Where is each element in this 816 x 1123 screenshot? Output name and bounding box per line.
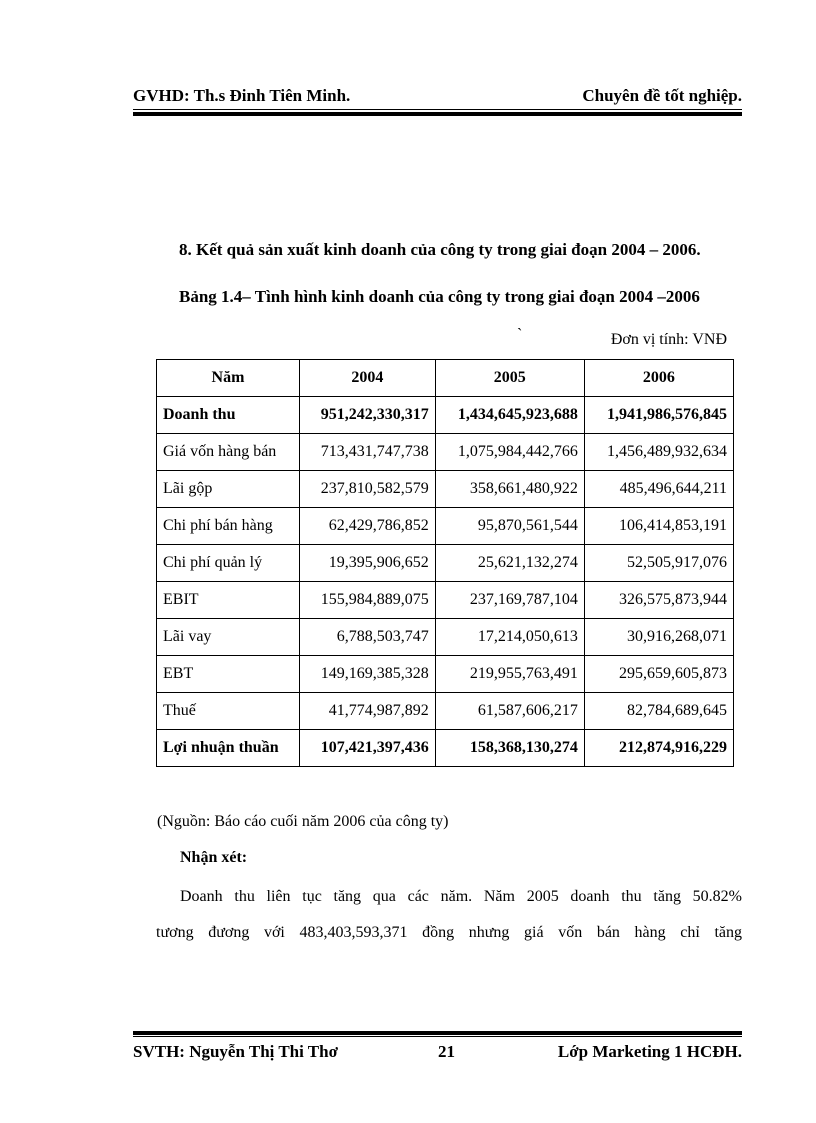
cell-2004: 713,431,747,738 bbox=[300, 434, 436, 471]
section-title: 8. Kết quả sản xuất kinh doanh của công ty trong giai đoạn 2004 – 2006. bbox=[179, 240, 701, 259]
cell-2006: 295,659,605,873 bbox=[584, 656, 733, 693]
row-label: Chi phí quản lý bbox=[157, 545, 300, 582]
cell-2005: 17,214,050,613 bbox=[435, 619, 584, 656]
row-label: Thuế bbox=[157, 693, 300, 730]
cell-2005: 237,169,787,104 bbox=[435, 582, 584, 619]
footer-rule-thin bbox=[133, 1036, 742, 1037]
footer-class: Lớp Marketing 1 HCĐH. bbox=[557, 1042, 742, 1061]
cell-2005: 61,587,606,217 bbox=[435, 693, 584, 730]
stray-mark: ` bbox=[517, 326, 523, 343]
table-row bbox=[157, 730, 734, 767]
cell-2004: 62,429,786,852 bbox=[300, 508, 436, 545]
cell-2005: 358,661,480,922 bbox=[435, 471, 584, 508]
table-row bbox=[157, 545, 734, 582]
cell-2006: 485,496,644,211 bbox=[584, 471, 733, 508]
cell-2005: 95,870,561,544 bbox=[435, 508, 584, 545]
table-row bbox=[157, 434, 734, 471]
table-row bbox=[157, 397, 734, 434]
cell-2005: 158,368,130,274 bbox=[435, 730, 584, 767]
cell-2006: 82,784,689,645 bbox=[584, 693, 733, 730]
cell-2006: 1,456,489,932,634 bbox=[584, 434, 733, 471]
table-row bbox=[157, 471, 734, 508]
table-row bbox=[157, 508, 734, 545]
row-label: Doanh thu bbox=[157, 397, 300, 434]
header-year: Năm bbox=[157, 360, 300, 397]
cell-2006: 30,916,268,071 bbox=[584, 619, 733, 656]
table-header-row bbox=[157, 360, 734, 397]
row-label: Chi phí bán hàng bbox=[157, 508, 300, 545]
body-paragraph bbox=[156, 879, 742, 951]
page-number: 21 bbox=[438, 1042, 455, 1061]
table-row bbox=[157, 656, 734, 693]
table-row bbox=[157, 582, 734, 619]
cell-2004: 951,242,330,317 bbox=[300, 397, 436, 434]
footer-student: SVTH: Nguyễn Thị Thi Thơ bbox=[133, 1042, 339, 1061]
cell-2004: 107,421,397,436 bbox=[300, 730, 436, 767]
row-label: EBIT bbox=[157, 582, 300, 619]
header-rule-thin bbox=[133, 109, 742, 110]
source-note: (Nguồn: Báo cáo cuối năm 2006 của công ty) bbox=[157, 813, 449, 830]
footer-rule-thick bbox=[133, 1031, 742, 1035]
paragraph-line-1: Doanh thu liên tục tăng qua các năm. Năm 2005 doanh thu tăng 50.82% bbox=[180, 888, 742, 905]
cell-2006: 1,941,986,576,845 bbox=[584, 397, 733, 434]
table-title: Bảng 1.4– Tình hình kinh doanh của công ty trong giai đoạn 2004 –2006 bbox=[179, 287, 700, 306]
table-row bbox=[157, 693, 734, 730]
header-2004: 2004 bbox=[300, 360, 436, 397]
business-results-table bbox=[156, 359, 734, 767]
cell-2004: 19,395,906,652 bbox=[300, 545, 436, 582]
row-label: Lợi nhuận thuần bbox=[157, 730, 300, 767]
header-advisor: GVHD: Th.s Đinh Tiên Minh. bbox=[133, 86, 351, 105]
table-row bbox=[157, 619, 734, 656]
header-2006: 2006 bbox=[584, 360, 733, 397]
unit-label: Đơn vị tính: VNĐ bbox=[610, 331, 727, 348]
row-label: Lãi vay bbox=[157, 619, 300, 656]
header-2005: 2005 bbox=[435, 360, 584, 397]
page-header bbox=[133, 84, 742, 108]
cell-2004: 149,169,385,328 bbox=[300, 656, 436, 693]
row-label: Lãi gộp bbox=[157, 471, 300, 508]
paragraph-line-2: tương đương với 483,403,593,371 đồng nhưng giá vốn bán hàng chỉ tăng bbox=[156, 924, 742, 941]
row-label: EBT bbox=[157, 656, 300, 693]
header-doc-type: Chuyên đề tốt nghiệp. bbox=[582, 86, 742, 105]
cell-2005: 219,955,763,491 bbox=[435, 656, 584, 693]
cell-2006: 326,575,873,944 bbox=[584, 582, 733, 619]
remark-title: Nhận xét: bbox=[180, 849, 248, 866]
cell-2005: 1,434,645,923,688 bbox=[435, 397, 584, 434]
cell-2004: 6,788,503,747 bbox=[300, 619, 436, 656]
cell-2004: 155,984,889,075 bbox=[300, 582, 436, 619]
row-label: Giá vốn hàng bán bbox=[157, 434, 300, 471]
cell-2006: 52,505,917,076 bbox=[584, 545, 733, 582]
cell-2006: 106,414,853,191 bbox=[584, 508, 733, 545]
header-rule-thick bbox=[133, 112, 742, 116]
cell-2004: 237,810,582,579 bbox=[300, 471, 436, 508]
page-footer bbox=[133, 1040, 742, 1064]
cell-2004: 41,774,987,892 bbox=[300, 693, 436, 730]
cell-2005: 1,075,984,442,766 bbox=[435, 434, 584, 471]
cell-2005: 25,621,132,274 bbox=[435, 545, 584, 582]
cell-2006: 212,874,916,229 bbox=[584, 730, 733, 767]
